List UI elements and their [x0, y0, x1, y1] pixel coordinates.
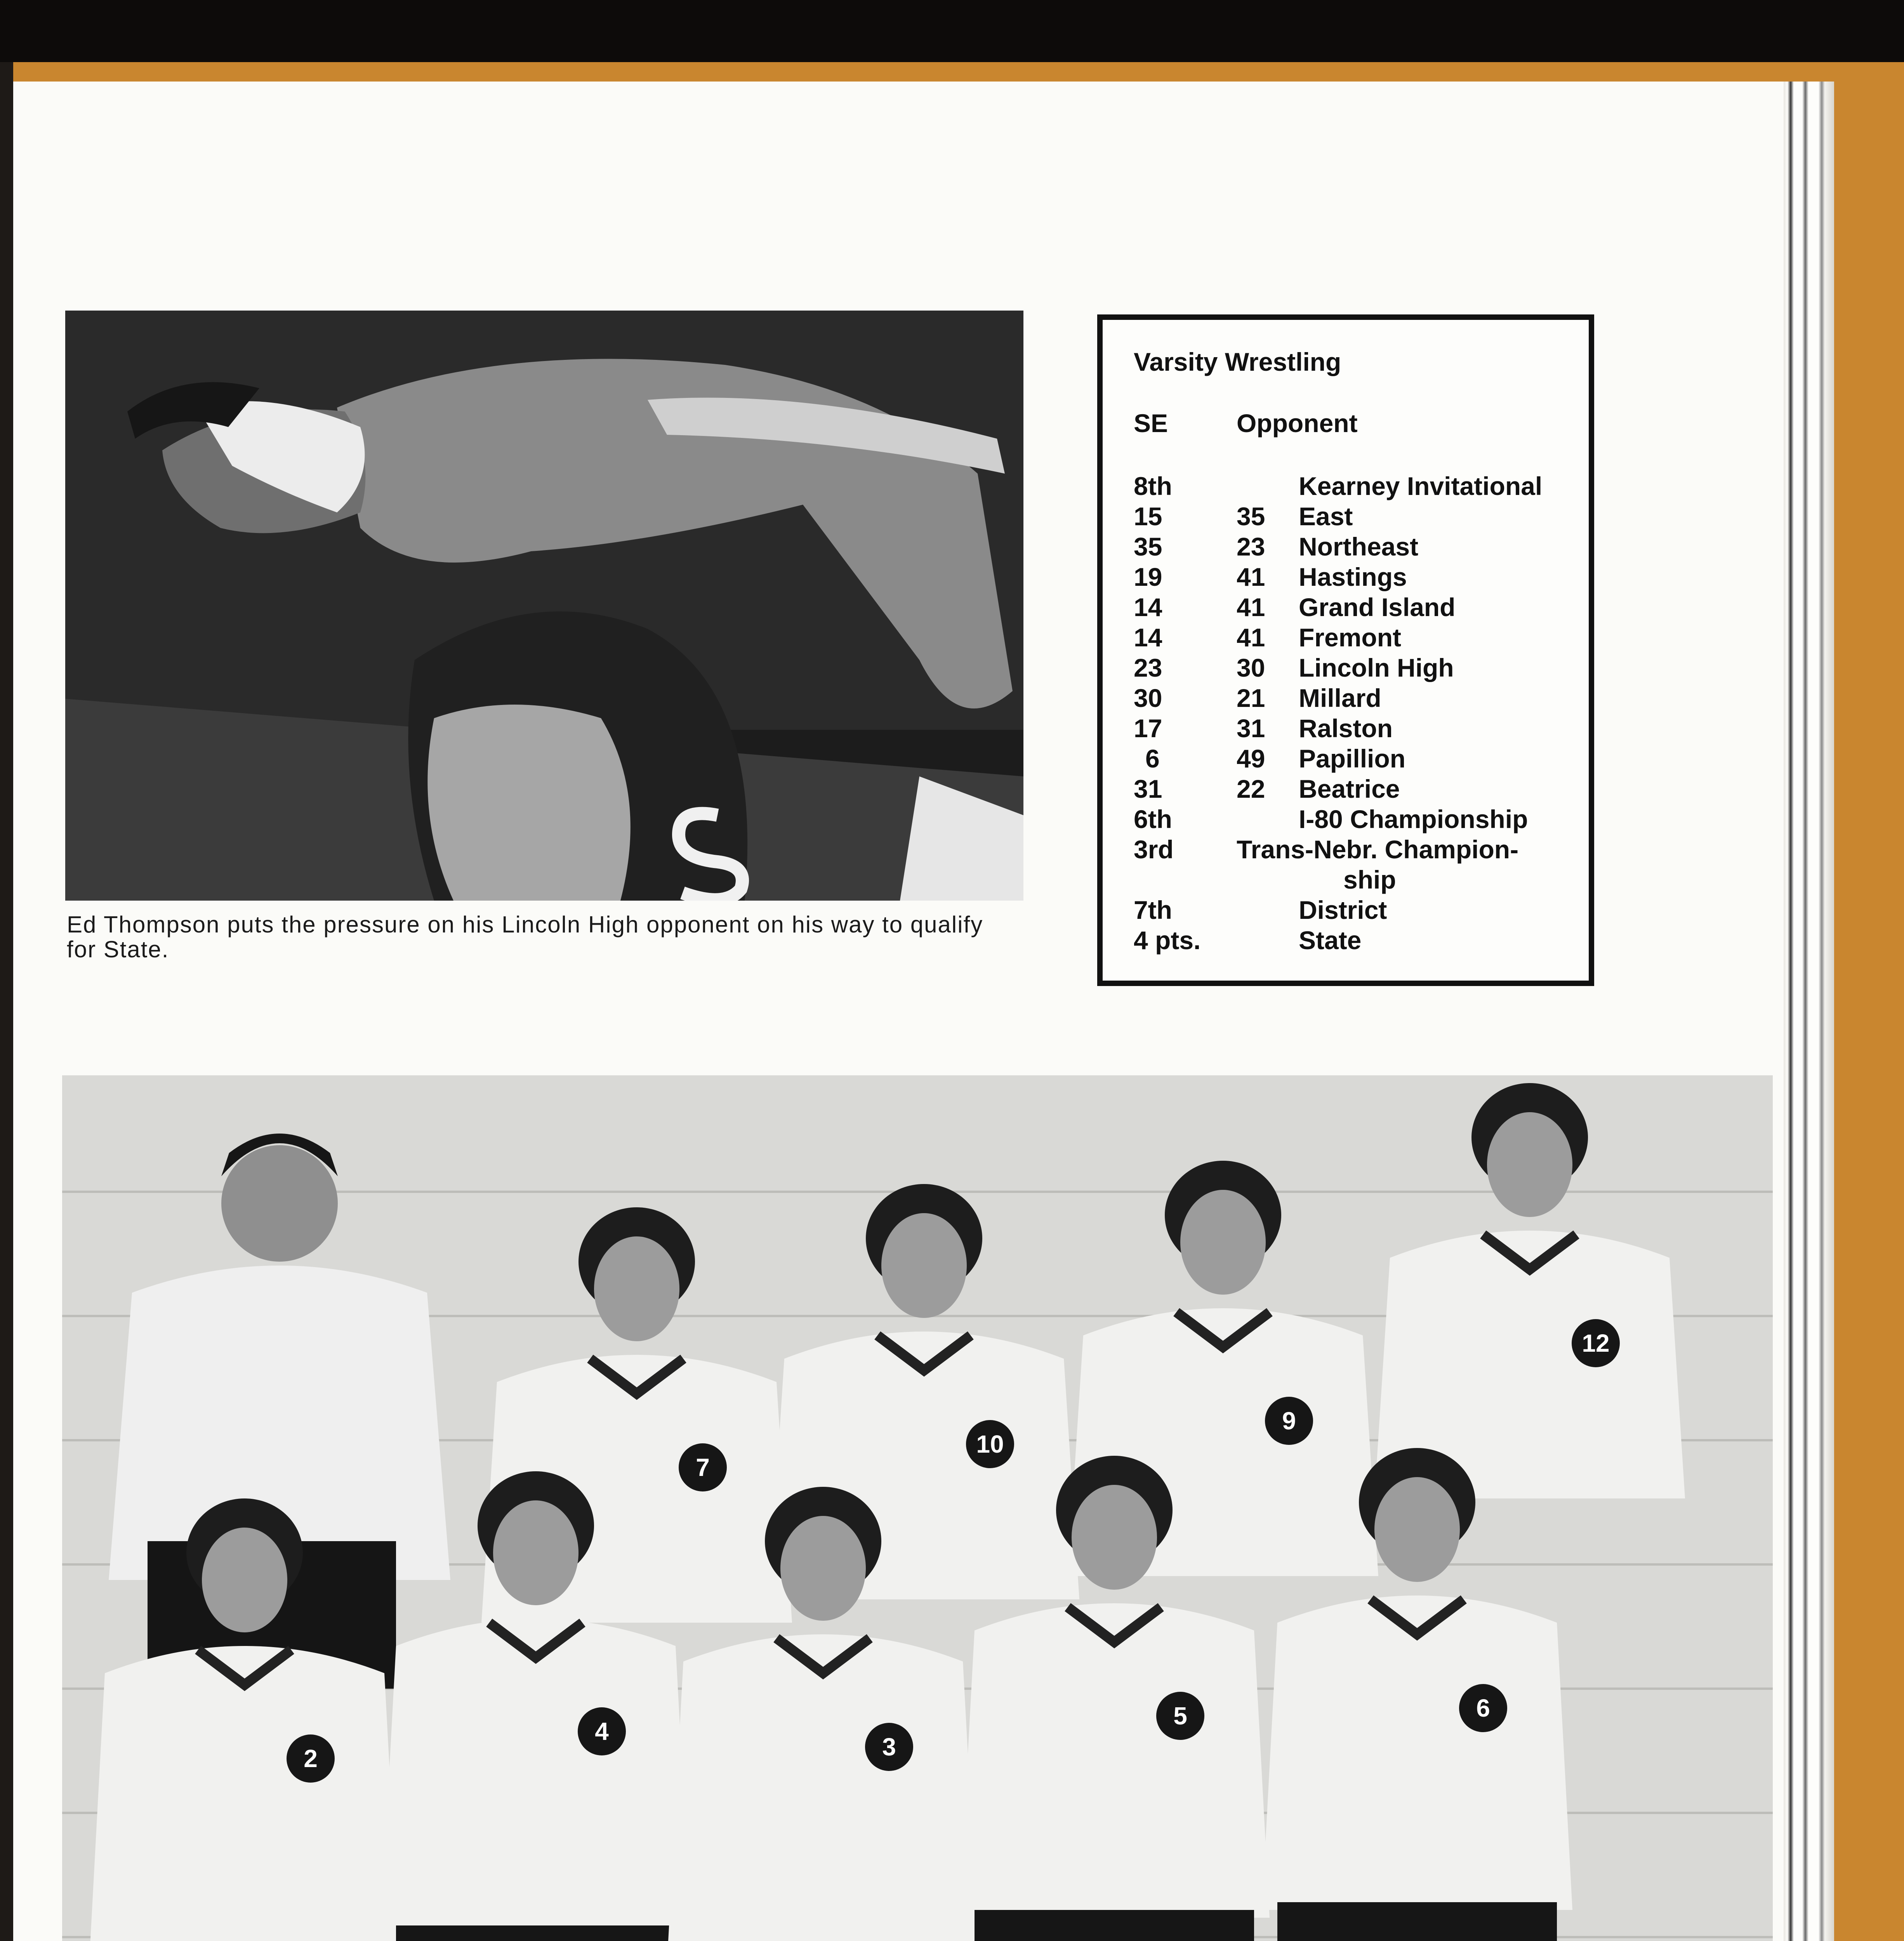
schedule-row [1103, 623, 1589, 653]
schedule-row [1103, 592, 1589, 623]
schedule-title: Varsity Wrestling [1134, 347, 1341, 376]
jersey-number: 10 [976, 1430, 1004, 1458]
schedule-row [1103, 774, 1589, 804]
schedule-cell-se: 14 [1134, 623, 1162, 652]
schedule-cell-name: I-80 Championship [1299, 805, 1528, 833]
schedule-cell-se: 8th [1134, 472, 1172, 500]
schedule-cell-opp: 49 [1237, 744, 1265, 773]
jersey-number: 3 [882, 1733, 896, 1761]
schedule-cell-name: Beatrice [1299, 774, 1400, 803]
schedule-cell-name: State [1299, 926, 1362, 955]
varsity-wrestling-schedule [1097, 314, 1594, 986]
schedule-row [1103, 532, 1589, 562]
schedule-cell-name: Papillion [1299, 744, 1406, 773]
schedule-cell-opp: 21 [1237, 684, 1265, 712]
schedule-cell-name: Ralston [1299, 714, 1393, 743]
schedule-cell-name: Hastings [1299, 563, 1407, 591]
schedule-cell-se: 17 [1134, 714, 1162, 743]
schedule-cell-opp: 41 [1237, 563, 1265, 591]
schedule-row [1103, 471, 1589, 502]
jersey-number: 4 [595, 1717, 609, 1745]
jersey-number: 7 [696, 1453, 710, 1481]
wrestling-action-photo [65, 311, 1023, 901]
schedule-cell-opp: 23 [1237, 532, 1265, 561]
schedule-cell-name: Kearney Invitational [1299, 472, 1543, 500]
jersey-number: 5 [1173, 1702, 1187, 1730]
schedule-cell-opp: 22 [1237, 774, 1265, 803]
schedule-cell-name: Lincoln High [1299, 653, 1454, 682]
schedule-cell-name: Fremont [1299, 623, 1401, 652]
schedule-cell-opp: 30 [1237, 653, 1265, 682]
schedule-row [1103, 865, 1589, 895]
schedule-cell-opp: 41 [1237, 593, 1265, 622]
schedule-row [1103, 925, 1589, 956]
jersey-number: 12 [1582, 1329, 1610, 1357]
schedule-cell-se: 14 [1134, 593, 1162, 622]
schedule-cell-opp: Trans-Nebr. Champion- [1237, 835, 1519, 864]
schedule-cell-name: Northeast [1299, 532, 1419, 561]
schedule-cell-se: 30 [1134, 684, 1162, 712]
schedule-cell-se: 19 [1134, 563, 1162, 591]
schedule-header-se: SE [1134, 409, 1168, 438]
schedule-cell-se: 6th [1134, 805, 1172, 833]
schedule-cell-se: 35 [1134, 532, 1162, 561]
schedule-row [1103, 835, 1589, 865]
schedule-row [1103, 502, 1589, 532]
jersey-number: 6 [1476, 1694, 1490, 1722]
schedule-cell-name: Millard [1299, 684, 1381, 712]
schedule-cell-se: 7th [1134, 896, 1172, 924]
schedule-row [1103, 683, 1589, 714]
action-photo-caption: Ed Thompson puts the pressure on his Lincoln High opponent on his way to qualify for State. [67, 911, 983, 962]
schedule-cell-opp: 35 [1237, 502, 1265, 531]
schedule-cell-se: 31 [1134, 774, 1162, 803]
schedule-cell-name: District [1299, 896, 1387, 924]
schedule-cell-se: 6 [1145, 744, 1160, 773]
schedule-cell-se: 4 pts. [1134, 926, 1201, 955]
schedule-cell-se: 23 [1134, 653, 1162, 682]
schedule-header-opponent: Opponent [1237, 409, 1358, 438]
schedule-row [1103, 895, 1589, 925]
team-photo [62, 1075, 1773, 1941]
schedule-cell-se: 15 [1134, 502, 1162, 531]
schedule-cell-name: Grand Island [1299, 593, 1456, 622]
schedule-cell-opp: 31 [1237, 714, 1265, 743]
schedule-row [1103, 744, 1589, 774]
schedule-row [1103, 562, 1589, 592]
schedule-row [1103, 653, 1589, 683]
schedule-cell-se: 3rd [1134, 835, 1174, 864]
schedule-row [1103, 804, 1589, 835]
page-edges [1784, 82, 1834, 1941]
schedule-cell-name: East [1299, 502, 1353, 531]
schedule-cell-name: ship [1343, 865, 1396, 894]
schedule-row [1103, 714, 1589, 744]
schedule-cell-opp: 41 [1237, 623, 1265, 652]
book-spine-edge [0, 62, 13, 1941]
jersey-number: 2 [304, 1745, 318, 1773]
jersey-number: 9 [1282, 1407, 1296, 1435]
